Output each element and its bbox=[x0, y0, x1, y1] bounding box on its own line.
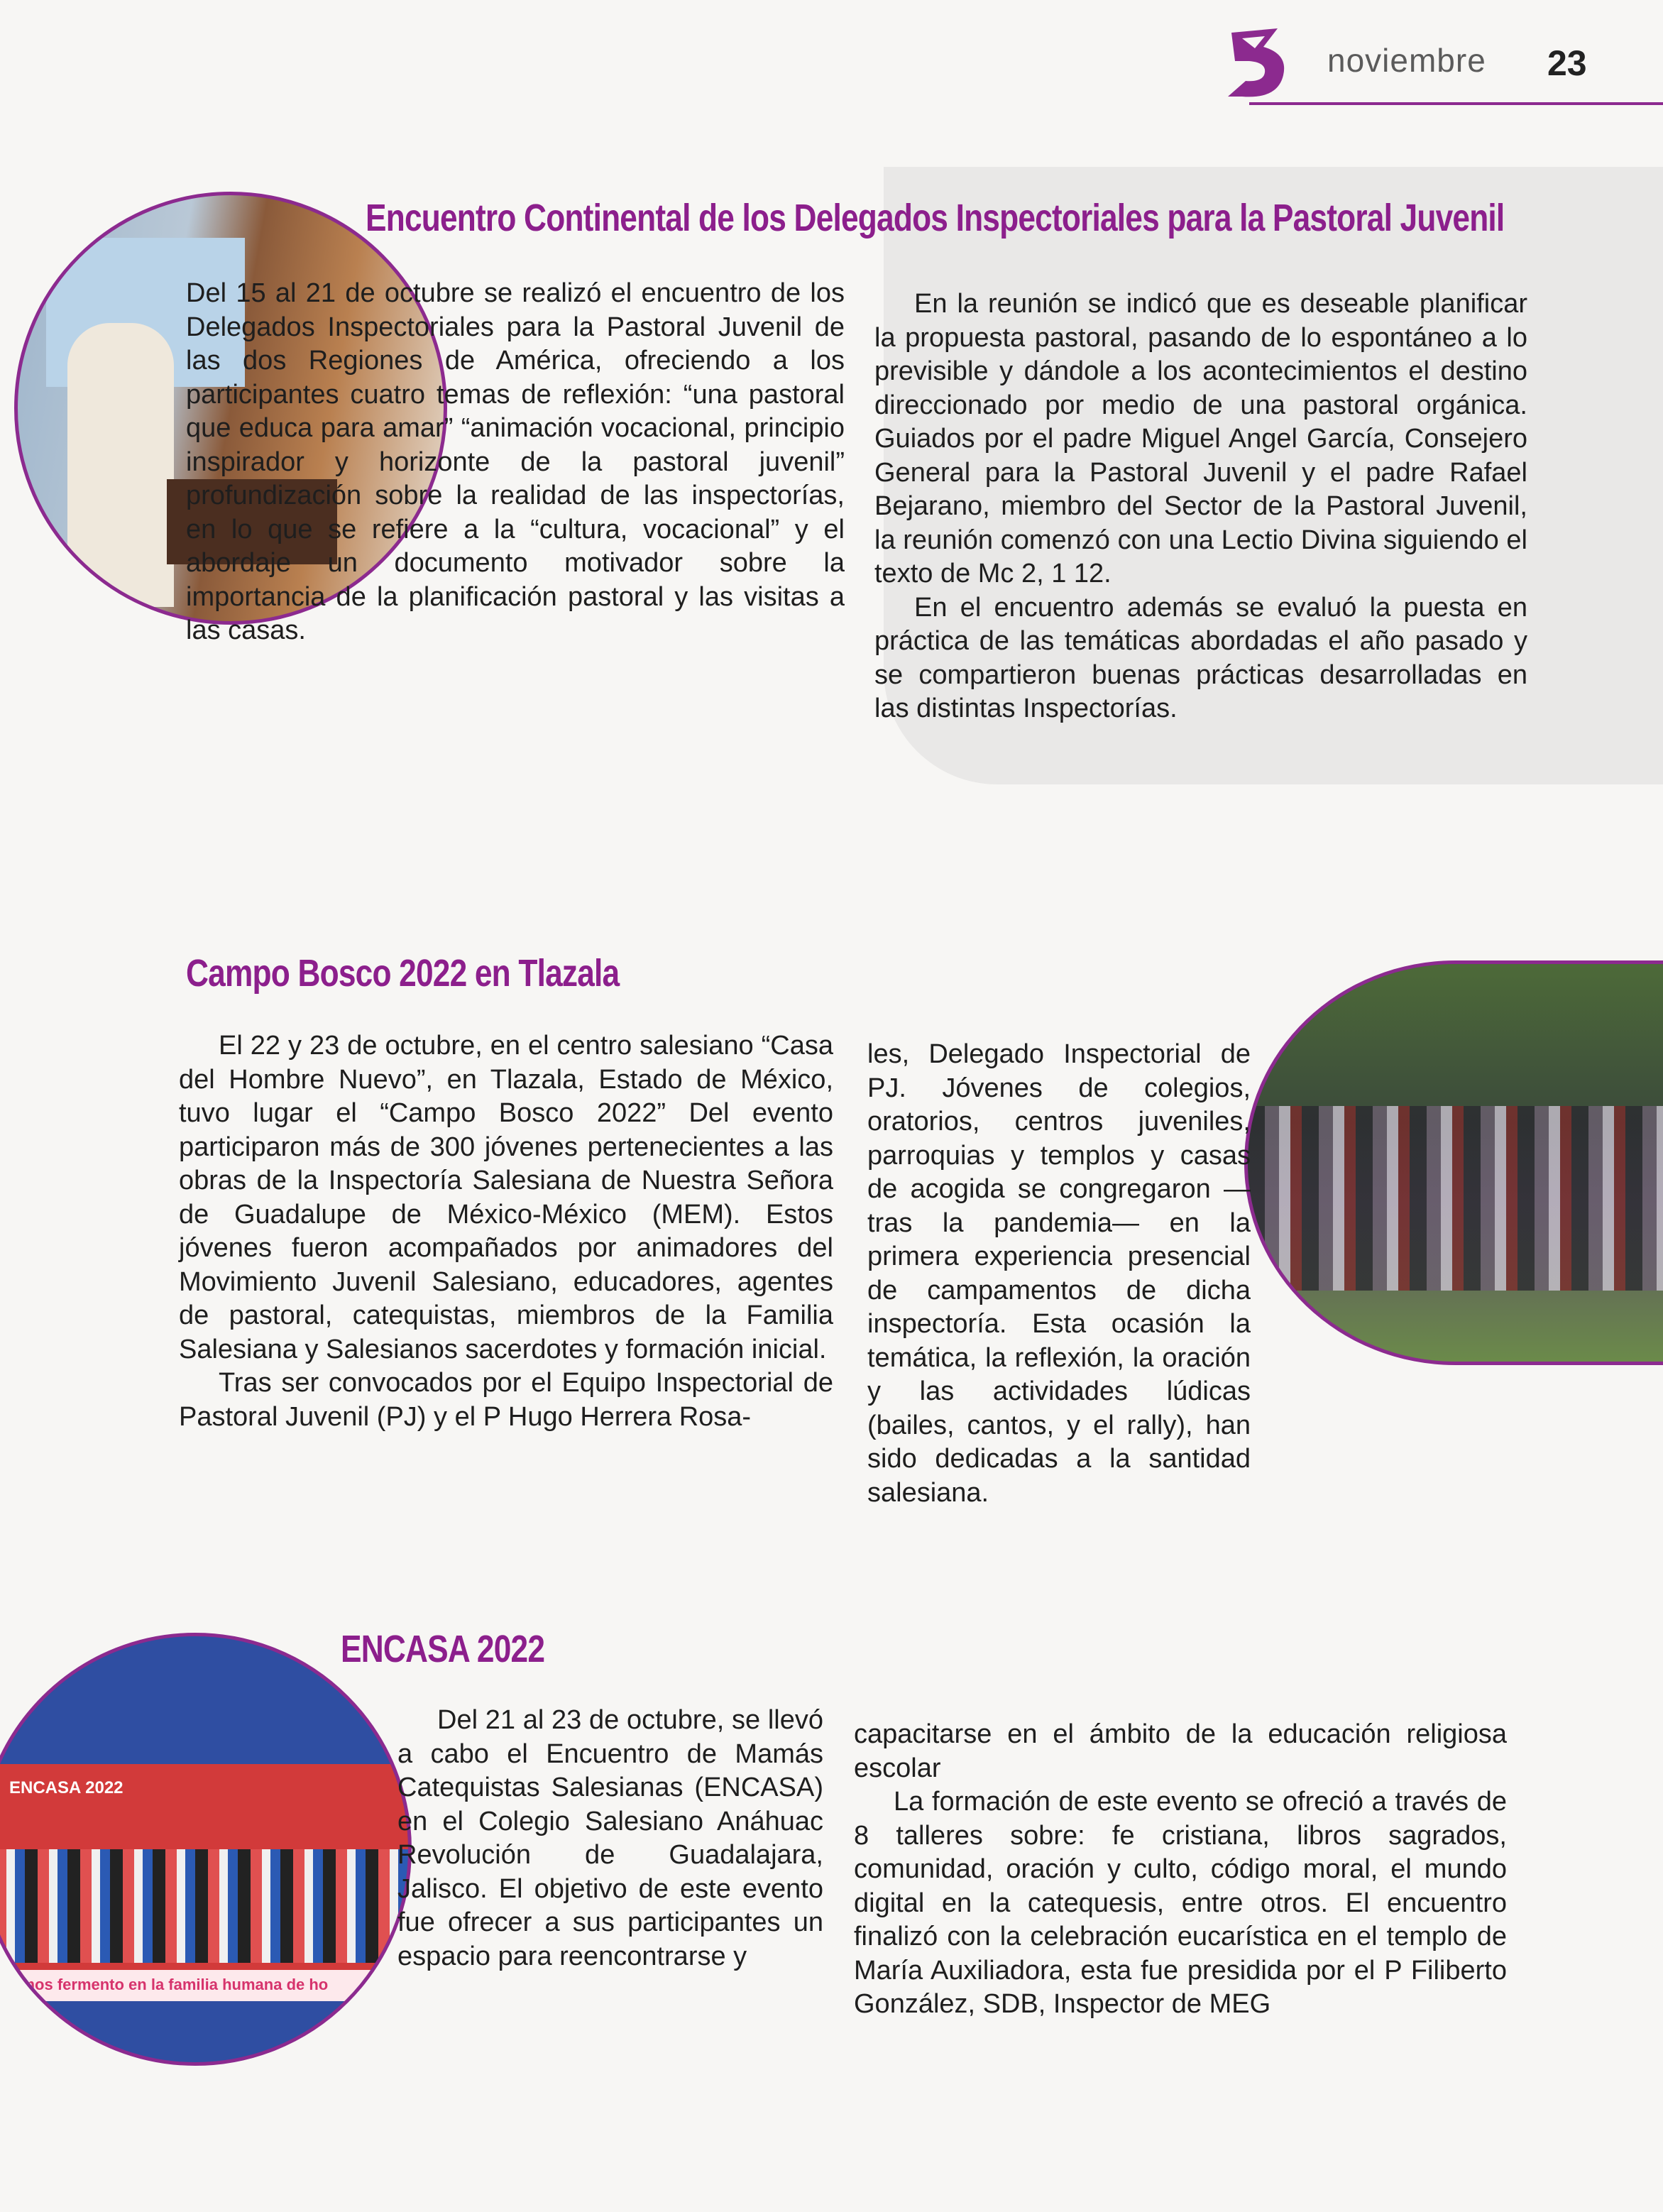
group-shape bbox=[0, 1849, 408, 1963]
section-title-encuentro: Encuentro Continental de los Delegados Inspectoriales para la Pastoral Juvenil bbox=[366, 197, 1505, 239]
paragraph: les, Delegado Inspectorial de PJ. Jóvenes de colegios, oratorios, centros juveniles, parroquias y templos y casas de acogida se congregaron —tras la pandemia— en la primera experiencia presencial de campamentos de dicha inspectoría. Esta ocasión la temática, la reflexión, la oración y las actividades lúdicas (bailes, cantos, y el rally), han sido dedicadas a la santidad salesiana. bbox=[867, 1039, 1251, 1508]
section-title-campo-bosco: Campo Bosco 2022 en Tlazala bbox=[186, 952, 620, 995]
paragraph: En el encuentro además se evaluó la puesta en práctica de las temáticas abordadas el año pasado y se compartieron buenas prácticas desarrolladas en las distintas Inspectorías. bbox=[874, 592, 1527, 723]
magazine-logo-icon bbox=[1221, 26, 1292, 104]
header-rule bbox=[1249, 102, 1663, 105]
crowd-shape bbox=[1248, 1106, 1663, 1291]
paragraph: Del 15 al 21 de octubre se realizó el encuentro de los Delegados Inspectoriales para la Pastoral Juvenil de las dos Regiones de América, ofreciendo a los participantes cuatro temas de reflexión: “una pastoral que educa para amar” “animación vocacional, principio inspirador y horizonte de la pastoral juvenil” profundización sobre la realidad de las inspectorías, en lo que se refiere a la “cultura, vocacional” y el abordaje un documento motivador sobre la importancia de la planificación pastoral y las visitas a las casas. bbox=[186, 278, 845, 645]
photo-encasa-group bbox=[0, 1633, 412, 2066]
encasa-slogan: eamos fermento en la familia humana de ho bbox=[4, 1976, 329, 1993]
paragraph: En la reunión se indicó que es deseable planificar la propuesta pastoral, pasando de lo espontáneo a lo previsible y dándole a los acontecimientos el destino direccionado por medio de una pastoral orgánica. Guiados por el padre Miguel Angel García, Consejero General para la Pastoral Juvenil y el padre Rafael Bejarano, miembro del Sector de la Pastoral Juvenil, la reunión comenzó con una Lectio Divina siguiendo el texto de Mc 2, 1 12. bbox=[874, 289, 1527, 588]
campo-left-column bbox=[179, 1029, 833, 1434]
campo-right-column bbox=[867, 1038, 1251, 1510]
encuentro-left-column bbox=[186, 277, 845, 648]
paragraph: Tras ser convocados por el Equipo Inspectorial de Pastoral Juvenil (PJ) y el P Hugo Herrera Rosa- bbox=[179, 1368, 833, 1432]
section-title-encasa: ENCASA 2022 bbox=[341, 1628, 545, 1670]
photo-campo-crowd bbox=[1244, 960, 1663, 1365]
encuentro-right-column bbox=[874, 288, 1527, 726]
encasa-right-column bbox=[854, 1718, 1507, 2022]
paragraph: Del 21 al 23 de octubre, se llevó a cabo el Encuentro de Mamás Catequistas Salesianas (ENCASA) en el Colegio Salesiano Anáhuac Revolución de Guadalajara, Jalisco. El objetivo de este evento fue ofrecer a sus participantes un espacio para reencontrarse y bbox=[397, 1705, 823, 1971]
encasa-banner-label: ENCASA 2022 bbox=[9, 1778, 124, 1797]
page-number: 23 bbox=[1547, 43, 1587, 83]
issue-month: noviembre bbox=[1327, 42, 1486, 79]
paragraph: La formación de este evento se ofreció a través de 8 talleres sobre: fe cristiana, libros sagrados, comunidad, oración y culto, código moral, el mundo digital en la catequesis, entre otros. El encuentro finalizó con la celebración eucarística en el templo de María Auxiliadora, esta fue presidida por el P Filiberto González, SDB, Inspector de MEG bbox=[854, 1787, 1507, 2019]
speaker-figure bbox=[67, 323, 174, 607]
encasa-left-column bbox=[397, 1704, 823, 1973]
paragraph: El 22 y 23 de octubre, en el centro salesiano “Casa del Hombre Nuevo”, en Tlazala, Estado de México, tuvo lugar el “Campo Bosco 2022” Del evento participaron más de 300 jóvenes pertenecientes a las obras de la Inspectoría Salesiana de Nuestra Señora de Guadalupe de México-México (MEM). Estos jóvenes fueron acompañados por animadores del Movimiento Juvenil Salesiano, educadores, agentes de pastoral, catequistas, miembros de la Familia Salesiana y Salesianos sacerdotes y formación inicial. bbox=[179, 1031, 833, 1364]
paragraph: capacitarse en el ámbito de la educación religiosa escolar bbox=[854, 1719, 1507, 1783]
